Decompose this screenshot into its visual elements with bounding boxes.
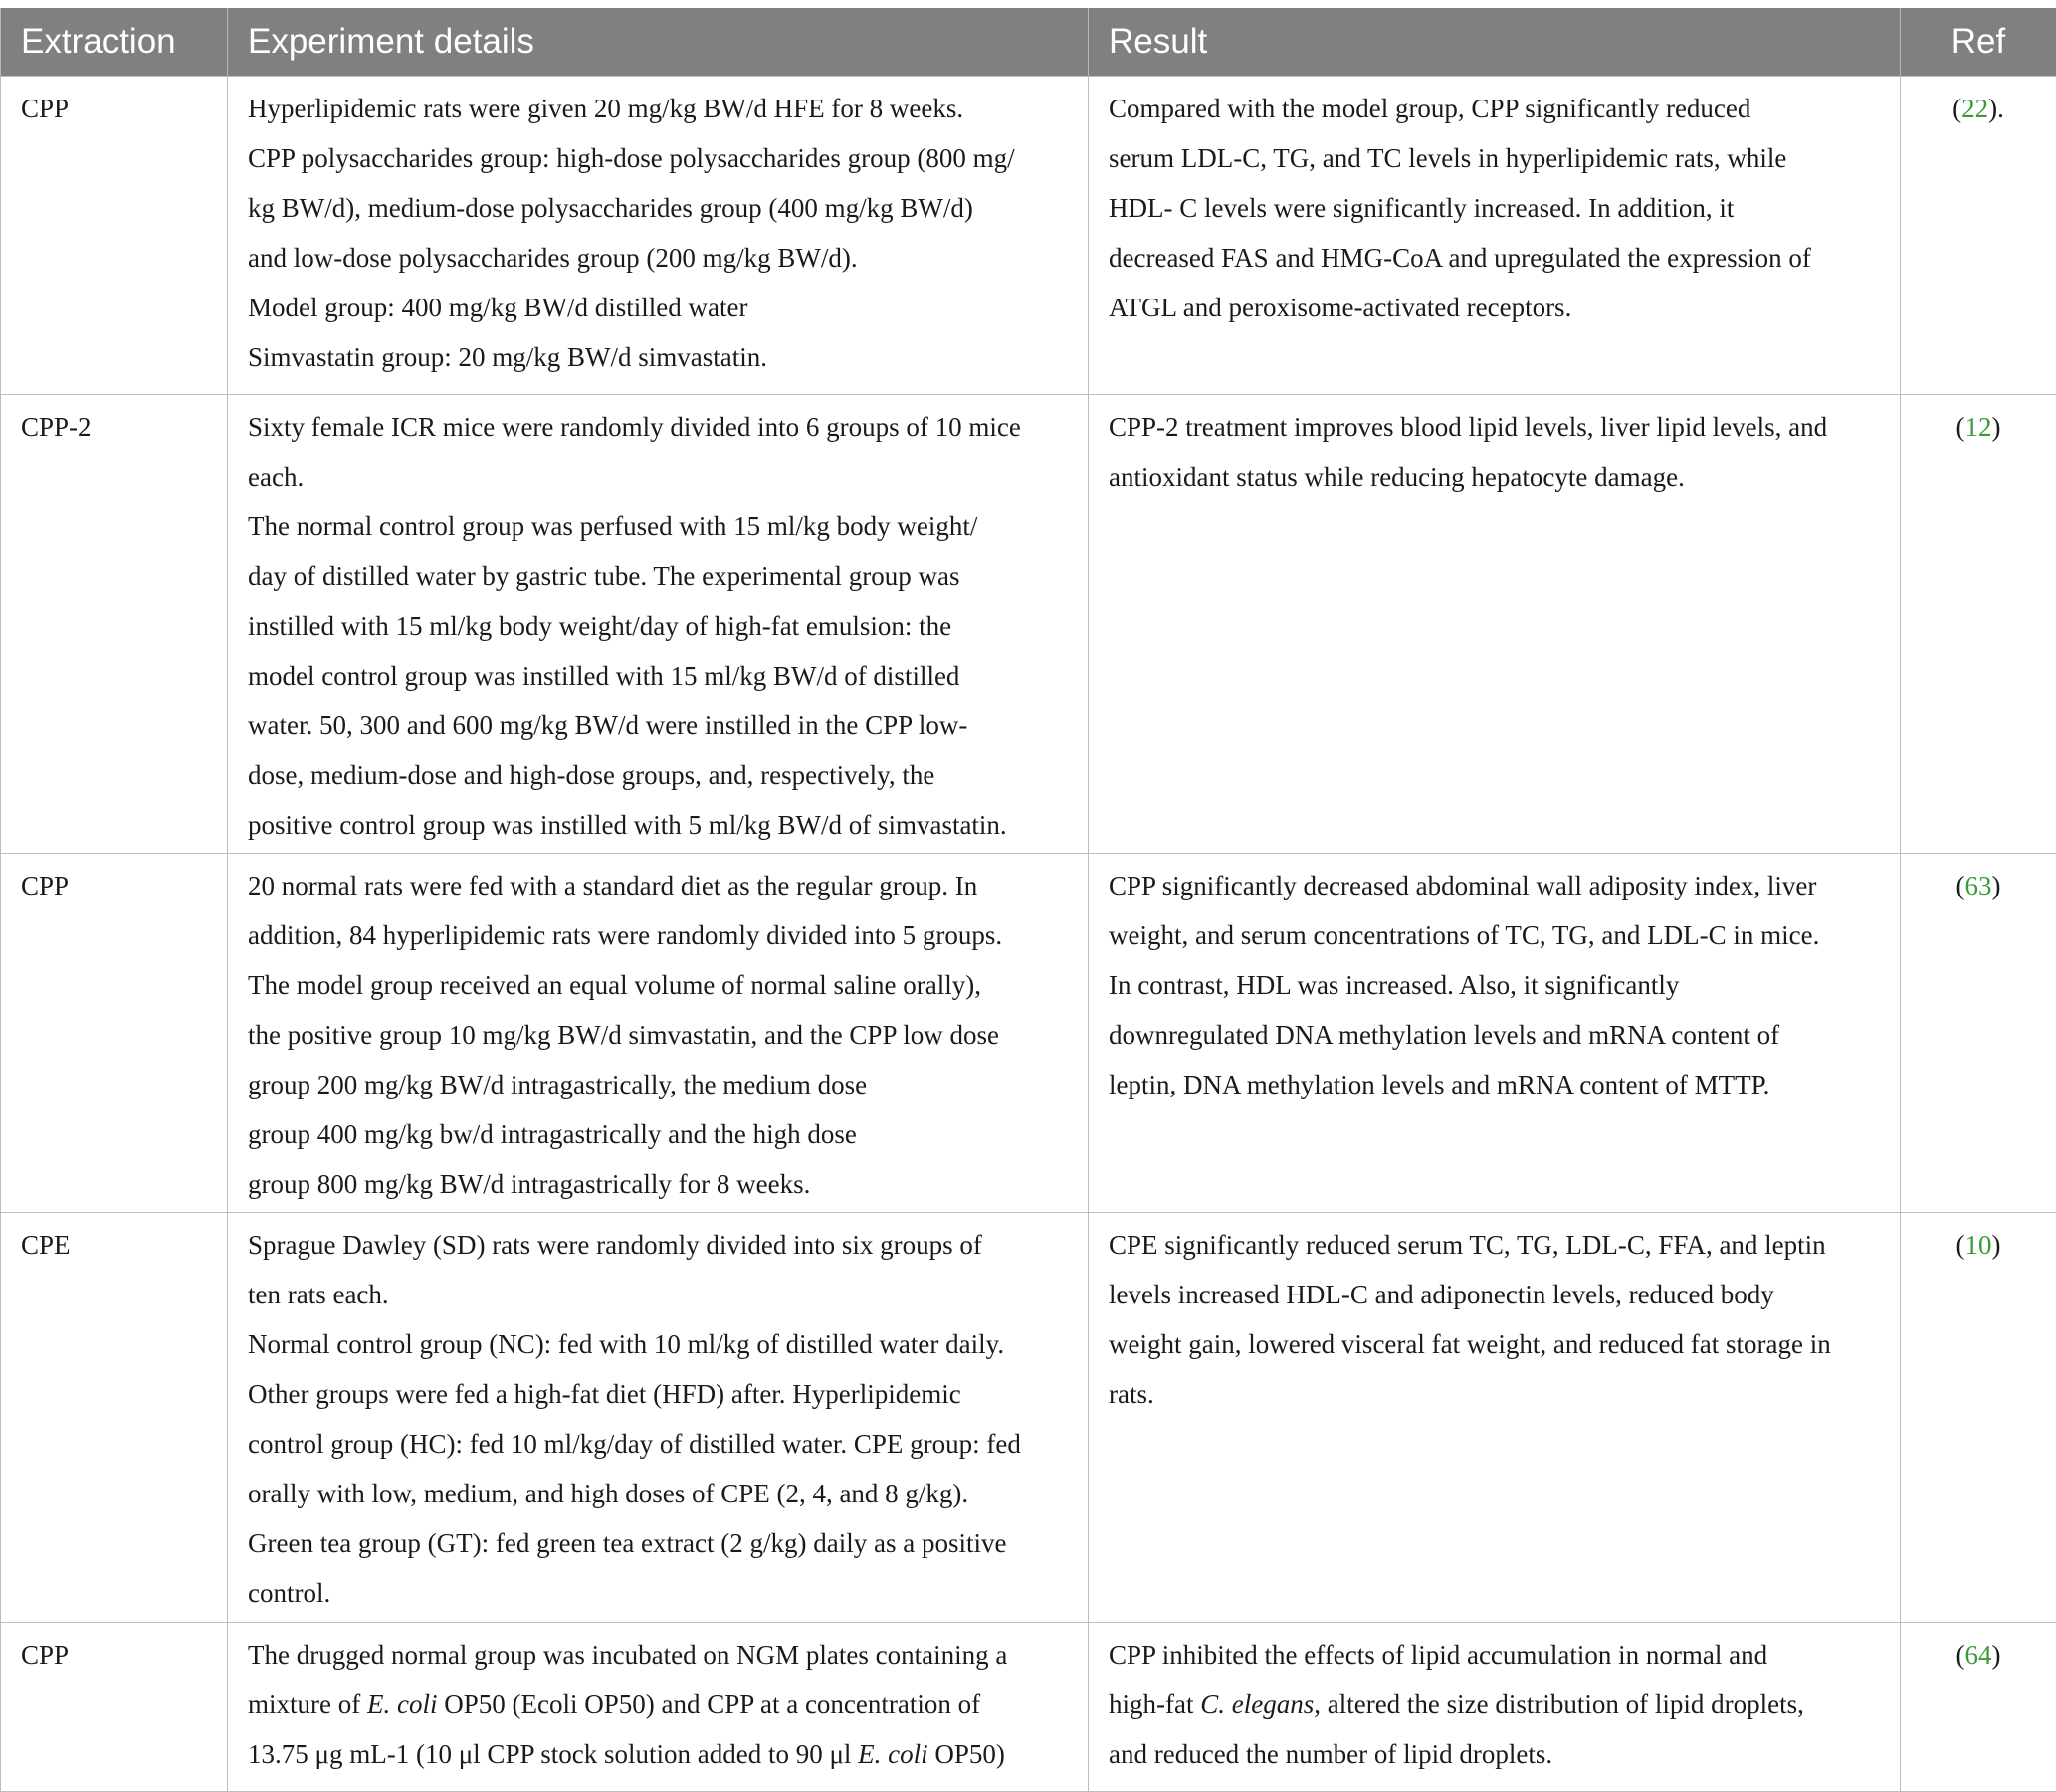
details-line: The model group received an equal volume of normal saline orally),: [248, 960, 1070, 1010]
details-line: group 800 mg/kg BW/d intragastrically for 8 weeks.: [248, 1159, 1070, 1209]
details-line: addition, 84 hyperlipidemic rats were randomly divided into 5 groups.: [248, 910, 1070, 960]
ref-close: ).: [1988, 94, 2004, 123]
extraction-cell: CPP: [1, 76, 228, 394]
result-line: ATGL and peroxisome-activated receptors.: [1109, 283, 1882, 332]
details-line: kg BW/d), medium-dose polysaccharides group (400 mg/kg BW/d): [248, 183, 1070, 233]
result-line: antioxidant status while reducing hepatocyte damage.: [1109, 452, 1882, 501]
extraction-cell: CPE: [1, 1212, 228, 1622]
ref-open: (: [1956, 1230, 1965, 1260]
result-line: Compared with the model group, CPP significantly reduced: [1109, 84, 1882, 133]
result-line: CPP significantly decreased abdominal wall adiposity index, liver: [1109, 861, 1882, 910]
data-table-container: [0, 8, 2056, 1792]
result-cell: [1089, 76, 1901, 394]
details-line: instilled with 15 ml/kg body weight/day of high-fat emulsion: the: [248, 601, 1070, 651]
experiment-details-cell: [228, 394, 1089, 853]
result-cell: [1089, 394, 1901, 853]
header-row: [1, 8, 2056, 76]
ref-cell: [1901, 76, 2056, 394]
result-line: levels increased HDL-C and adiponectin levels, reduced body: [1109, 1270, 1882, 1319]
result-line: leptin, DNA methylation levels and mRNA content of MTTP.: [1109, 1060, 1882, 1109]
details-line: Sixty female ICR mice were randomly divided into 6 groups of 10 mice: [248, 402, 1070, 452]
ref-link[interactable]: 64: [1965, 1640, 1992, 1670]
details-text: OP50 (Ecoli OP50) and CPP at a concentration of: [437, 1690, 980, 1719]
result-line: rats.: [1109, 1369, 1882, 1419]
details-line: positive control group was instilled with 5 ml/kg BW/d of simvastatin.: [248, 800, 1070, 850]
table-row: [1, 394, 2056, 853]
details-text: mixture of: [248, 1690, 367, 1719]
details-line: Model group: 400 mg/kg BW/d distilled water: [248, 283, 1070, 332]
table-row: [1, 76, 2056, 394]
result-line: CPP-2 treatment improves blood lipid levels, liver lipid levels, and: [1109, 402, 1882, 452]
organism-name: E. coli: [367, 1690, 437, 1719]
details-line: control group (HC): fed 10 ml/kg/day of distilled water. CPE group: fed: [248, 1419, 1070, 1469]
organism-name: C. elegans: [1200, 1690, 1314, 1719]
details-line: Normal control group (NC): fed with 10 ml/kg of distilled water daily.: [248, 1319, 1070, 1369]
ref-link[interactable]: 22: [1961, 94, 1988, 123]
details-line: The normal control group was perfused with 15 ml/kg body weight/: [248, 501, 1070, 551]
result-line: In contrast, HDL was increased. Also, it significantly: [1109, 960, 1882, 1010]
table-body: [1, 76, 2056, 1791]
details-line: group 200 mg/kg BW/d intragastrically, the medium dose: [248, 1060, 1070, 1109]
extraction-cell: CPP: [1, 853, 228, 1212]
details-line: [248, 1729, 1070, 1779]
extraction-cell: CPP: [1, 1622, 228, 1791]
extraction-cell: CPP-2: [1, 394, 228, 853]
details-line: Other groups were fed a high-fat diet (HFD) after. Hyperlipidemic: [248, 1369, 1070, 1419]
details-line: CPP polysaccharides group: high-dose polysaccharides group (800 mg/: [248, 133, 1070, 183]
details-line: orally with low, medium, and high doses of CPE (2, 4, and 8 g/kg).: [248, 1469, 1070, 1518]
ref-close: ): [1992, 1640, 2001, 1670]
experiment-table: [0, 8, 2056, 1792]
table-row: [1, 853, 2056, 1212]
ref-close: ): [1992, 871, 2001, 900]
header-ref: Ref: [1901, 8, 2056, 76]
ref-link[interactable]: 63: [1965, 871, 1992, 900]
result-line: serum LDL-C, TG, and TC levels in hyperlipidemic rats, while: [1109, 133, 1882, 183]
result-line: decreased FAS and HMG-CoA and upregulated the expression of: [1109, 233, 1882, 283]
result-text: , altered the size distribution of lipid droplets,: [1314, 1690, 1804, 1719]
ref-close: ): [1992, 412, 2001, 442]
details-line: The drugged normal group was incubated on NGM plates containing a: [248, 1630, 1070, 1680]
ref-cell: [1901, 853, 2056, 1212]
result-line: and reduced the number of lipid droplets.: [1109, 1729, 1882, 1779]
header-result: Result: [1089, 8, 1901, 76]
organism-name: E. coli: [858, 1739, 927, 1769]
table-header: [1, 8, 2056, 76]
experiment-details-cell: [228, 853, 1089, 1212]
ref-open: (: [1956, 1640, 1965, 1670]
details-line: Simvastatin group: 20 mg/kg BW/d simvastatin.: [248, 332, 1070, 382]
header-experiment-details: Experiment details: [228, 8, 1089, 76]
ref-open: (: [1956, 412, 1965, 442]
result-line: weight, and serum concentrations of TC, TG, and LDL-C in mice.: [1109, 910, 1882, 960]
details-line: 20 normal rats were fed with a standard diet as the regular group. In: [248, 861, 1070, 910]
result-cell: [1089, 853, 1901, 1212]
details-line: and low-dose polysaccharides group (200 mg/kg BW/d).: [248, 233, 1070, 283]
ref-close: ): [1992, 1230, 2001, 1260]
ref-link[interactable]: 12: [1965, 412, 1992, 442]
details-line: group 400 mg/kg bw/d intragastrically and the high dose: [248, 1109, 1070, 1159]
result-cell: [1089, 1212, 1901, 1622]
result-text: high-fat: [1109, 1690, 1200, 1719]
ref-open: (: [1956, 871, 1965, 900]
details-line: Green tea group (GT): fed green tea extract (2 g/kg) daily as a positive: [248, 1518, 1070, 1568]
details-text: OP50): [928, 1739, 1005, 1769]
ref-cell: [1901, 1622, 2056, 1791]
experiment-details-cell: [228, 76, 1089, 394]
result-cell: [1089, 1622, 1901, 1791]
details-line: Hyperlipidemic rats were given 20 mg/kg BW/d HFE for 8 weeks.: [248, 84, 1070, 133]
details-line: water. 50, 300 and 600 mg/kg BW/d were instilled in the CPP low-: [248, 700, 1070, 750]
details-line: each.: [248, 452, 1070, 501]
details-text: 13.75 μg mL-1 (10 μl CPP stock solution added to 90 μl: [248, 1739, 858, 1769]
ref-cell: [1901, 1212, 2056, 1622]
result-line: CPP inhibited the effects of lipid accumulation in normal and: [1109, 1630, 1882, 1680]
table-row: [1, 1622, 2056, 1791]
details-line: dose, medium-dose and high-dose groups, and, respectively, the: [248, 750, 1070, 800]
details-line: day of distilled water by gastric tube. The experimental group was: [248, 551, 1070, 601]
details-line: [248, 1680, 1070, 1729]
details-line: the positive group 10 mg/kg BW/d simvastatin, and the CPP low dose: [248, 1010, 1070, 1060]
details-line: control.: [248, 1568, 1070, 1618]
result-line: HDL- C levels were significantly increased. In addition, it: [1109, 183, 1882, 233]
details-line: Sprague Dawley (SD) rats were randomly divided into six groups of: [248, 1220, 1070, 1270]
result-line: downregulated DNA methylation levels and mRNA content of: [1109, 1010, 1882, 1060]
header-extraction: Extraction: [1, 8, 228, 76]
result-line: CPE significantly reduced serum TC, TG, LDL-C, FFA, and leptin: [1109, 1220, 1882, 1270]
ref-link[interactable]: 10: [1965, 1230, 1992, 1260]
experiment-details-cell: [228, 1622, 1089, 1791]
result-line: [1109, 1680, 1882, 1729]
table-row: [1, 1212, 2056, 1622]
result-line: weight gain, lowered visceral fat weight, and reduced fat storage in: [1109, 1319, 1882, 1369]
details-line: model control group was instilled with 15 ml/kg BW/d of distilled: [248, 651, 1070, 700]
ref-open: (: [1953, 94, 1961, 123]
details-line: ten rats each.: [248, 1270, 1070, 1319]
ref-cell: [1901, 394, 2056, 853]
experiment-details-cell: [228, 1212, 1089, 1622]
